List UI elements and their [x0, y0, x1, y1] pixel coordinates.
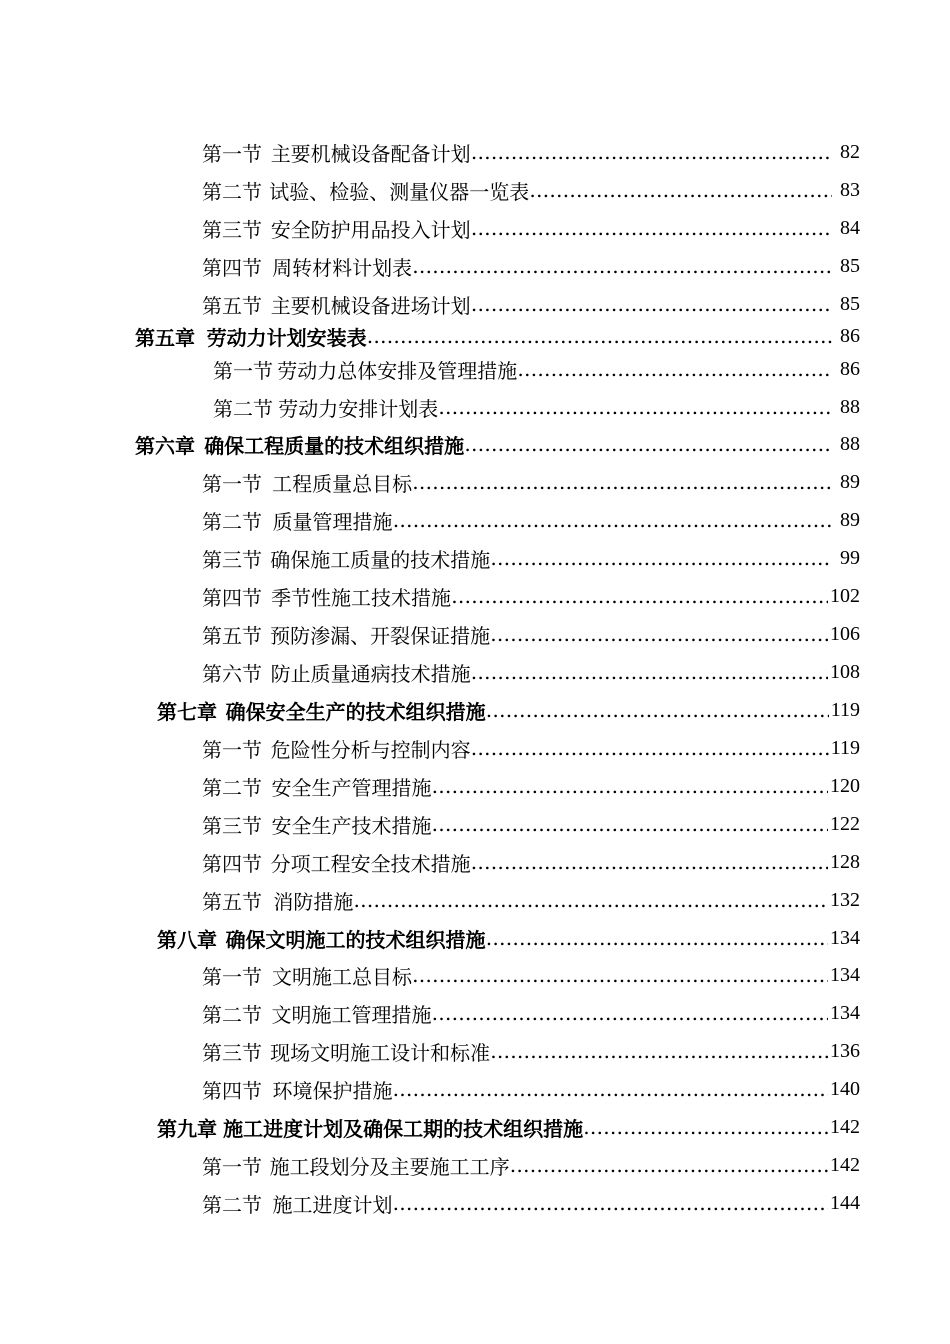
dot-leader	[583, 1115, 828, 1139]
toc-entry-title: 质量管理措施	[272, 509, 393, 534]
dot-leader	[471, 660, 828, 684]
toc-entry-page: 85	[840, 292, 860, 315]
toc-chapter[interactable]	[135, 429, 860, 459]
toc-entry-title: 劳动力安排计划表	[278, 396, 439, 421]
dot-leader	[392, 1077, 828, 1101]
dot-leader	[471, 216, 832, 240]
dot-leader	[486, 926, 828, 950]
toc-entry-title: 主要机械设备配备计划	[270, 141, 471, 166]
toc-entry-number: 第二节	[213, 396, 273, 421]
toc-entry[interactable]	[202, 289, 860, 319]
toc-entry-title: 安全生产管理措施	[271, 775, 432, 800]
dot-leader	[392, 1191, 828, 1215]
dot-leader	[367, 324, 832, 348]
toc-entry[interactable]	[202, 733, 860, 763]
toc-entry-number: 第五节	[202, 889, 262, 914]
toc-entry-page: 120	[830, 774, 860, 797]
toc-entry-title: 文明施工管理措施	[271, 1002, 432, 1027]
toc-entry[interactable]	[202, 1188, 860, 1218]
toc-entry-number: 第一节	[213, 358, 273, 383]
toc-entry-number: 第五节	[202, 293, 262, 318]
toc-entry-title: 确保文明施工的技术组织措施	[225, 927, 486, 952]
toc-entry-number: 第二节	[202, 1192, 262, 1217]
toc-entry-page: 119	[830, 698, 860, 721]
toc-entry-page: 86	[840, 324, 860, 347]
dot-leader	[471, 850, 828, 874]
toc-entry[interactable]	[202, 213, 860, 243]
dot-leader	[412, 963, 828, 987]
toc-entry-number: 第五节	[202, 623, 262, 648]
toc-entry-number: 第一节	[202, 737, 262, 762]
toc-entry-page: 102	[830, 584, 860, 607]
toc-entry-title: 分项工程安全技术措施	[270, 851, 471, 876]
dot-leader	[412, 470, 832, 494]
dot-leader	[490, 622, 828, 646]
toc-entry-page: 119	[830, 736, 860, 759]
toc-entry-title: 季节性施工技术措施	[271, 585, 452, 610]
toc-entry-page: 85	[840, 254, 860, 277]
toc-chapter[interactable]	[157, 923, 860, 953]
toc-entry-title: 安全生产技术措施	[271, 813, 432, 838]
toc-entry[interactable]	[202, 137, 860, 167]
toc-entry-title: 试验、检验、测量仪器一览表	[269, 179, 530, 204]
toc-entry-title: 施工进度计划	[272, 1192, 393, 1217]
toc-entry-title: 劳动力计划安装表	[206, 325, 367, 350]
toc-chapter[interactable]	[157, 695, 860, 725]
toc-entry-title: 文明施工总目标	[272, 964, 412, 989]
toc-entry[interactable]	[202, 885, 860, 915]
toc-entry[interactable]	[213, 392, 860, 422]
toc-entry[interactable]	[202, 175, 860, 205]
toc-entry[interactable]	[202, 251, 860, 281]
toc-entry[interactable]	[202, 619, 860, 649]
dot-leader	[490, 546, 832, 570]
toc-entry-number: 第三节	[202, 547, 262, 572]
toc-entry-page: 134	[830, 926, 860, 949]
toc-entry-number: 第四节	[202, 1078, 262, 1103]
toc-entry-page: 89	[840, 508, 860, 531]
dot-leader	[451, 584, 828, 608]
toc-entry-title: 劳动力总体安排及管理措施	[277, 358, 518, 383]
toc-entry-number: 第一节	[202, 964, 262, 989]
toc-entry-number: 第一节	[202, 141, 262, 166]
toc-entry-number: 第四节	[202, 255, 262, 280]
dot-leader	[471, 736, 829, 760]
dot-leader	[471, 140, 832, 164]
toc-entry-page: 84	[840, 216, 860, 239]
toc-entry-number: 第一节	[202, 471, 262, 496]
toc-entry-title: 确保施工质量的技术措施	[270, 547, 491, 572]
toc-entry-title: 预防渗漏、开裂保证措施	[270, 623, 491, 648]
toc-entry-title: 主要机械设备进场计划	[270, 293, 471, 318]
dot-leader	[517, 357, 832, 381]
toc-entry-page: 134	[830, 1001, 860, 1024]
toc-entry[interactable]	[202, 657, 860, 687]
toc-entry[interactable]	[202, 1036, 860, 1066]
dot-leader	[464, 432, 832, 456]
toc-entry-page: 86	[840, 357, 860, 380]
toc-entry-page: 106	[830, 622, 860, 645]
toc-entry-number: 第七章	[157, 699, 217, 724]
toc-entry-number: 第八章	[157, 927, 217, 952]
toc-entry-number: 第二节	[202, 1002, 262, 1027]
toc-entry-page: 142	[830, 1115, 860, 1138]
toc-entry-number: 第二节	[202, 775, 262, 800]
toc-entry-page: 108	[830, 660, 860, 683]
toc-entry-title: 施工段划分及主要施工工序	[269, 1154, 510, 1179]
toc-entry-page: 122	[830, 812, 860, 835]
toc-entry-number: 第三节	[202, 813, 262, 838]
toc-entry-page: 140	[830, 1077, 860, 1100]
toc-entry-page: 89	[840, 470, 860, 493]
dot-leader	[353, 888, 828, 912]
toc-entry-page: 144	[830, 1191, 860, 1214]
dot-leader	[438, 395, 832, 419]
dot-leader	[432, 1001, 828, 1025]
toc-entry-title: 安全防护用品投入计划	[270, 217, 471, 242]
toc-entry-page: 83	[840, 178, 860, 201]
toc-entry-title: 确保安全生产的技术组织措施	[225, 699, 486, 724]
toc-entry[interactable]	[202, 847, 860, 877]
toc-entry-number: 第三节	[202, 1040, 262, 1065]
toc-entry-page: 134	[830, 963, 860, 986]
dot-leader	[471, 292, 832, 316]
toc-entry-title: 环境保护措施	[272, 1078, 393, 1103]
toc-entry-page: 82	[840, 140, 860, 163]
toc-entry-number: 第一节	[202, 1154, 262, 1179]
toc-entry-number: 第四节	[202, 585, 262, 610]
toc-entry-page: 132	[830, 888, 860, 911]
toc-entry-number: 第三节	[202, 217, 262, 242]
toc-entry[interactable]	[202, 467, 860, 497]
toc-entry-number: 第二节	[202, 509, 262, 534]
toc-entry-number: 第四节	[202, 851, 262, 876]
toc-entry-number: 第九章	[157, 1116, 217, 1141]
toc-entry[interactable]	[202, 960, 860, 990]
dot-leader	[393, 508, 832, 532]
toc-entry-number: 第二节	[202, 179, 262, 204]
toc-entry[interactable]	[202, 771, 860, 801]
dot-leader	[490, 1039, 828, 1063]
toc-entry-page: 99	[840, 546, 860, 569]
toc-entry-page: 88	[840, 432, 860, 455]
dot-leader	[510, 1153, 828, 1177]
toc-chapter[interactable]	[157, 1112, 860, 1142]
toc-entry-page: 88	[840, 395, 860, 418]
toc-entry-page: 136	[830, 1039, 860, 1062]
toc-entry-title: 工程质量总目标	[272, 471, 413, 496]
toc-entry[interactable]	[202, 998, 860, 1028]
dot-leader	[432, 812, 828, 836]
toc-entry[interactable]	[202, 543, 860, 573]
dot-leader	[432, 774, 828, 798]
toc-entry-number: 第六节	[202, 661, 262, 686]
toc-entry-title: 现场文明施工设计和标准	[270, 1040, 491, 1065]
toc-entry-number: 第六章	[135, 433, 195, 458]
toc-entry-title: 危险性分析与控制内容	[270, 737, 471, 762]
toc-entry-title: 防止质量通病技术措施	[270, 661, 471, 686]
dot-leader	[529, 178, 832, 202]
toc-entry[interactable]	[202, 505, 860, 535]
toc-entry[interactable]	[202, 1074, 860, 1104]
toc-entry-page: 142	[830, 1153, 860, 1176]
toc-entry[interactable]	[202, 809, 860, 839]
toc-entry-page: 128	[830, 850, 860, 873]
dot-leader	[412, 254, 832, 278]
toc-entry[interactable]	[202, 1150, 860, 1180]
toc-entry-title: 确保工程质量的技术组织措施	[204, 433, 465, 458]
toc-chapter[interactable]	[135, 321, 860, 351]
toc-entry-number: 第五章	[135, 325, 195, 350]
toc-entry[interactable]	[213, 354, 860, 384]
toc-entry-title: 施工进度计划及确保工期的技术组织措施	[223, 1116, 584, 1141]
dot-leader	[486, 698, 829, 722]
toc-entry-title: 消防措施	[273, 889, 354, 914]
toc-entry[interactable]	[202, 581, 860, 611]
toc-entry-title: 周转材料计划表	[272, 255, 413, 280]
